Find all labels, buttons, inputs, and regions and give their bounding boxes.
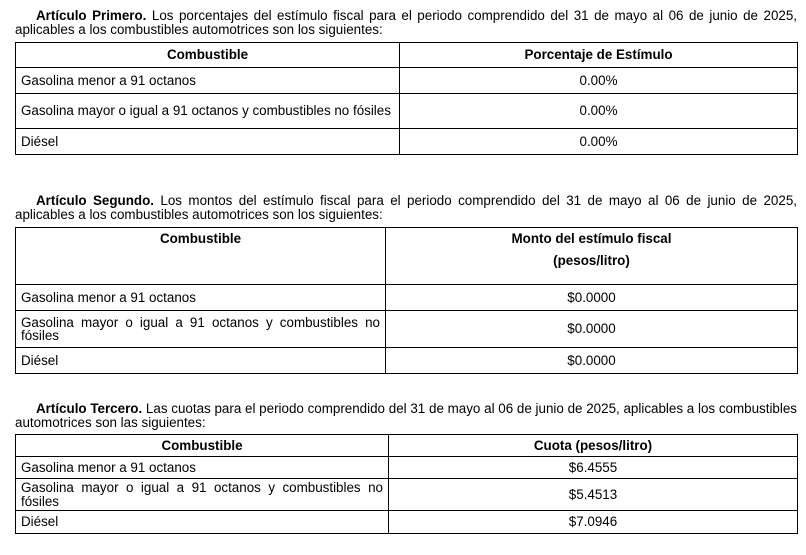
table-row [16,457,798,479]
value-cell: $0.0000 [386,348,798,374]
stimulus-percentage-table [15,42,798,155]
table-row [16,511,798,534]
value-cell: 0.00% [400,68,798,94]
fuel-cell: Gasolina menor a 91 octanos [16,68,400,94]
article-first-intro: Los porcentajes del estímulo fiscal para el periodo comprendido del 31 de mayo al 06 de junio de 2025, aplicables a los combustibles automotrices son los siguientes: [15,8,798,37]
fuel-cell: Diésel [16,511,389,534]
column-header-quota: Cuota (pesos/litro) [389,435,798,457]
table-row [16,348,798,374]
fuel-cell: Gasolina menor a 91 octanos [16,457,389,479]
article-third-intro: Las cuotas para el periodo comprendido del 31 de mayo al 06 de junio de 2025, aplicables a los combustibles automotrices son las siguientes: [15,401,797,430]
article-second-paragraph [15,194,797,221]
article-first-heading: Artículo Primero. [36,8,147,23]
fuel-cell: Gasolina mayor o igual a 91 octanos y combustibles no fósiles [16,311,386,348]
value-cell: 0.00% [400,129,798,155]
table-row [16,479,798,511]
fuel-cell: Diésel [16,129,400,155]
stimulus-amount-table [15,227,798,374]
column-header-fuel: Combustible [16,435,389,457]
table-row [16,311,798,348]
column-header-fuel: Combustible [16,228,386,285]
article-third-paragraph [15,402,797,429]
article-second-heading: Artículo Segundo. [36,193,154,208]
value-cell: $0.0000 [386,311,798,348]
article-first-paragraph [15,9,797,36]
table-header-row [16,435,798,457]
column-header-amount-unit: (pesos/litro) [553,252,630,268]
fuel-cell: Diésel [16,348,386,374]
table-header-row [16,228,798,285]
table-row [16,68,798,94]
column-header-fuel: Combustible [16,43,400,68]
value-cell: $5.4513 [389,479,798,511]
article-third-heading: Artículo Tercero. [36,401,143,416]
value-cell: $7.0946 [389,511,798,534]
column-header-amount [386,228,798,285]
fuel-quota-table [15,434,798,534]
column-header-percentage: Porcentaje de Estímulo [400,43,798,68]
column-header-amount-title: Monto del estímulo fiscal [511,231,672,246]
article-second-section [15,194,797,374]
value-cell: $6.4555 [389,457,798,479]
value-cell: 0.00% [400,94,798,129]
table-row [16,94,798,129]
fuel-cell: Gasolina mayor o igual a 91 octanos y combustibles no fósiles [16,94,400,129]
article-third-section [15,402,797,534]
fuel-cell: Gasolina mayor o igual a 91 octanos y combustibles no fósiles [16,479,389,511]
table-header-row [16,43,798,68]
fuel-cell: Gasolina menor a 91 octanos [16,285,386,311]
table-row [16,285,798,311]
article-second-intro: Los montos del estímulo fiscal para el periodo comprendido del 31 de mayo al 06 de junio de 2025, aplicables a los combustibles automotrices son los siguientes: [15,193,797,222]
table-row [16,129,798,155]
value-cell: $0.0000 [386,285,798,311]
article-first-section [15,9,797,155]
